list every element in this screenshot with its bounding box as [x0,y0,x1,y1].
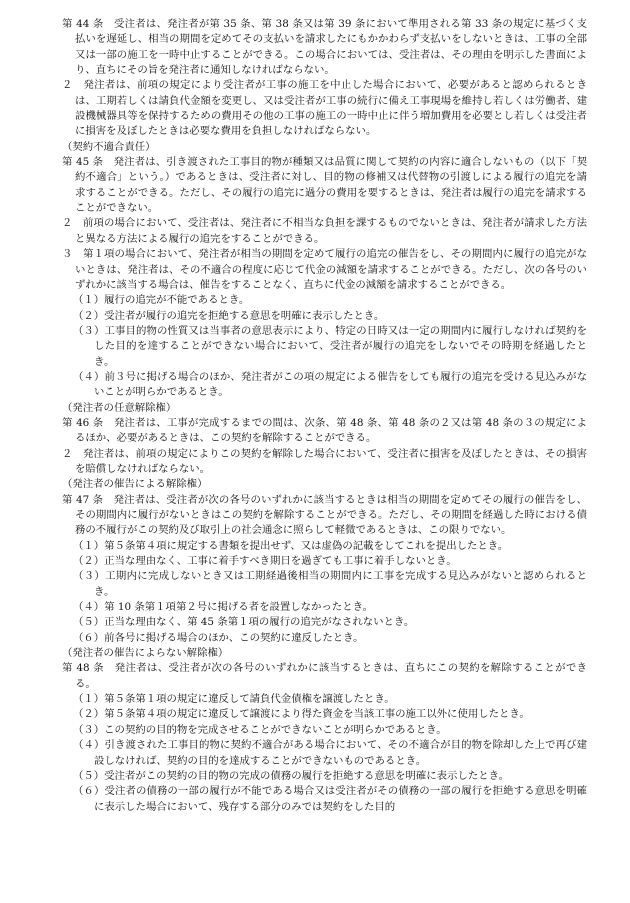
item-number: （５） [73,769,105,782]
paragraph-number: ２ [62,217,73,230]
item-text: 受注者がこの契約の目的物の完成の債務の履行を拒絶する意思を明確に表示したとき。 [104,769,509,782]
article-text: 発注者は、受注者が次の各号のいずれかに該当するときは、直ちにこの契約を解除することができる。 [75,662,588,690]
item-text: 前３号に掲げる場合のほか、発注者がこの項の規定による催告をしても履行の追完を受ける見込みがないことが明らかであるとき。 [94,370,588,399]
item-number: （３） [73,723,105,736]
list-item [62,615,587,630]
article-text: 受注者は、発注者が第 35 条、第 38 条又は第 39 条において準用される第 33 条の規定に基づく支払いを遅延し、相当の期間を定めてその支払いを請求したにもかかわらず支払いをしないときは、工事の全部又は一部の施工を一時中止することができる。この場合においては、受注者は、その理由を明示した書面により、直ちにその旨を発注者に通知しなければならない。 [75,18,588,77]
paragraph-text: 発注者は、前項の規定によりこの契約を解除した場合において、受注者に損害を及ぼしたときは、その損害を賠償しなければならない。 [72,447,587,475]
list-item [62,723,587,738]
list-item [62,324,587,370]
article-44-paragraph-2 [62,78,587,139]
item-text: 第５条第１項の規定に違反して請負代金債権を譲渡したとき。 [104,693,395,706]
article-number: 第 45 条 [62,156,104,169]
item-number: （４） [73,739,105,752]
article-46-paragraph-2 [62,447,587,478]
item-text: 受注者の債務の一部の履行が不能である場合又は受注者がその債務の一部の履行を拒絶する意思を明確に表示した場合において、残存する部分のみでは契約をした目的 [94,785,588,813]
article-46 [62,416,587,447]
item-text: 受注者が履行の追完を拒絶する意思を明確に表示したとき。 [104,309,385,322]
article-text: 発注者は、受注者が次の各号のいずれかに該当するときは相当の期間を定めてその履行の催告をし、その期間内に履行がないときはこの契約を解除することができる。ただし、その期間を経過した時における債務の不履行がこの契約及び取引上の社会通念に照らして軽微であるときは、この限りでない。 [75,493,588,537]
contract-document [62,17,587,815]
paragraph-text: 第１項の場合において、発注者が相当の期間を定めて履行の追完の催告をし、その期間内に履行の追完がないときは、発注者は、その不適合の程度に応じて代金の減額を請求することができる。ただし、次の各号のいずれかに該当する場合は、催告をすることなく、直ちに代金の減額を請求することができる。 [72,248,587,291]
list-item [62,738,587,769]
list-item [62,370,587,401]
list-item [62,293,587,308]
list-item [62,539,587,554]
paragraph-number: ２ [62,79,73,92]
item-number: （３） [73,324,105,337]
item-number: （１） [73,294,105,307]
item-number: （６） [73,785,105,798]
item-number: （５） [73,616,105,629]
article-text: 発注者は、引き渡された工事目的物が種類又は品質に関して契約の内容に適合しないもの（以下「契約不適合」という。）であるときは、受注者に対し、目的物の修補又は代替物の引渡しによる履行の追完を請求することができる。ただし、その履行の追完に過分の費用を要するときは、発注者は履行の追完を請求することができない。 [75,156,588,215]
article-45-paragraph-3 [62,247,587,293]
item-text: 引き渡された工事目的物に契約不適合がある場合において、その不適合が目的物を除却した上で再び建設しなければ、契約の目的を達成することができないものであるとき。 [94,739,588,767]
paragraph-number: ２ [62,447,73,460]
item-text: 履行の追完が不能であるとき。 [104,294,250,307]
item-text: 第 10 条第１項第２号に掲げる者を設置しなかったとき。 [104,601,373,614]
list-item [62,600,587,615]
list-item [62,692,587,707]
article-text: 発注者は、工事が完成するまでの間は、次条、第 48 条、第 48 条の２又は第 48 条の３の規定によるほか、必要があるときは、この契約を解除することができる。 [75,416,588,445]
item-text: 前各号に掲げる場合のほか、この契約に違反したとき。 [104,631,364,644]
article-number: 第 44 条 [62,18,104,30]
item-text: 工事目的物の性質又は当事者の意思表示により、特定の日時又は一定の期間内に履行しなければ契約をした目的を達することができない場合において、受注者が履行の追完をしないでその時期を経過したとき。 [94,324,588,368]
paragraph-text: 前項の場合において、受注者は、発注者に不相当な負担を課するものでないときは、発注者が請求した方法と異なる方法による履行の追完をすることができる。 [72,217,587,245]
item-number: （２） [73,708,105,721]
section-heading: （発注者の催告によらない解除権） [62,647,229,660]
item-number: （１） [73,539,105,552]
article-44 [62,17,587,78]
section-heading: （発注者の催告による解除権） [62,478,208,491]
item-text: 第５条第４項に規定する書類を提出せず、又は虚偽の記載をしてこれを提出したとき。 [104,539,509,552]
list-item [62,569,587,600]
article-number: 第 47 条 [62,493,104,506]
item-number: （３） [73,570,106,583]
article-45 [62,155,587,216]
item-number: （６） [73,631,105,644]
list-item [62,554,587,569]
article-number: 第 48 条 [62,662,105,675]
item-number: （４） [73,370,105,383]
list-item [62,631,587,646]
item-text: 第５条第４項の規定に違反して譲渡により得た資金を当該工事の施工以外に使用したとき。 [104,708,530,721]
item-number: （２） [73,555,105,568]
list-item [62,784,587,815]
list-item [62,707,587,722]
paragraph-number: ３ [62,248,73,261]
item-text: 工期内に完成しないとき又は工期経過後相当の期間内に工事を完成する見込みがないと認められるとき。 [94,570,588,598]
paragraph-text: 発注者は、前項の規定により受注者が工事の施工を中止した場合において、必要があると認められるときは、工期若しくは請負代金額を変更し、又は受注者が工事の続行に備え工事現場を維持し若しくは労働者、建設機械器具等を保持するための費用その他の工事の施工の一時中止に伴う増加費用を必要とし若しくは受注者に損害を及ぼしたときは必要な費用を負担しなければならない。 [72,79,587,138]
section-heading: （契約不適合責任） [62,140,156,153]
item-text: この契約の目的物を完成させることができないことが明らかであるとき。 [104,723,447,736]
item-text: 正当な理由なく、第 45 条第１項の履行の追完がなされないとき。 [104,616,415,629]
list-item [62,769,587,784]
item-number: （２） [73,309,105,322]
article-45-paragraph-2 [62,216,587,247]
article-number: 第 46 条 [62,416,104,429]
article-47 [62,493,587,539]
list-item [62,309,587,324]
article-48 [62,661,587,692]
item-number: （１） [73,693,105,706]
section-heading: （発注者の任意解除権） [62,401,177,414]
item-text: 正当な理由なく、工事に着手すべき期日を過ぎても工事に着手しないとき。 [104,555,457,568]
item-number: （４） [73,601,105,614]
